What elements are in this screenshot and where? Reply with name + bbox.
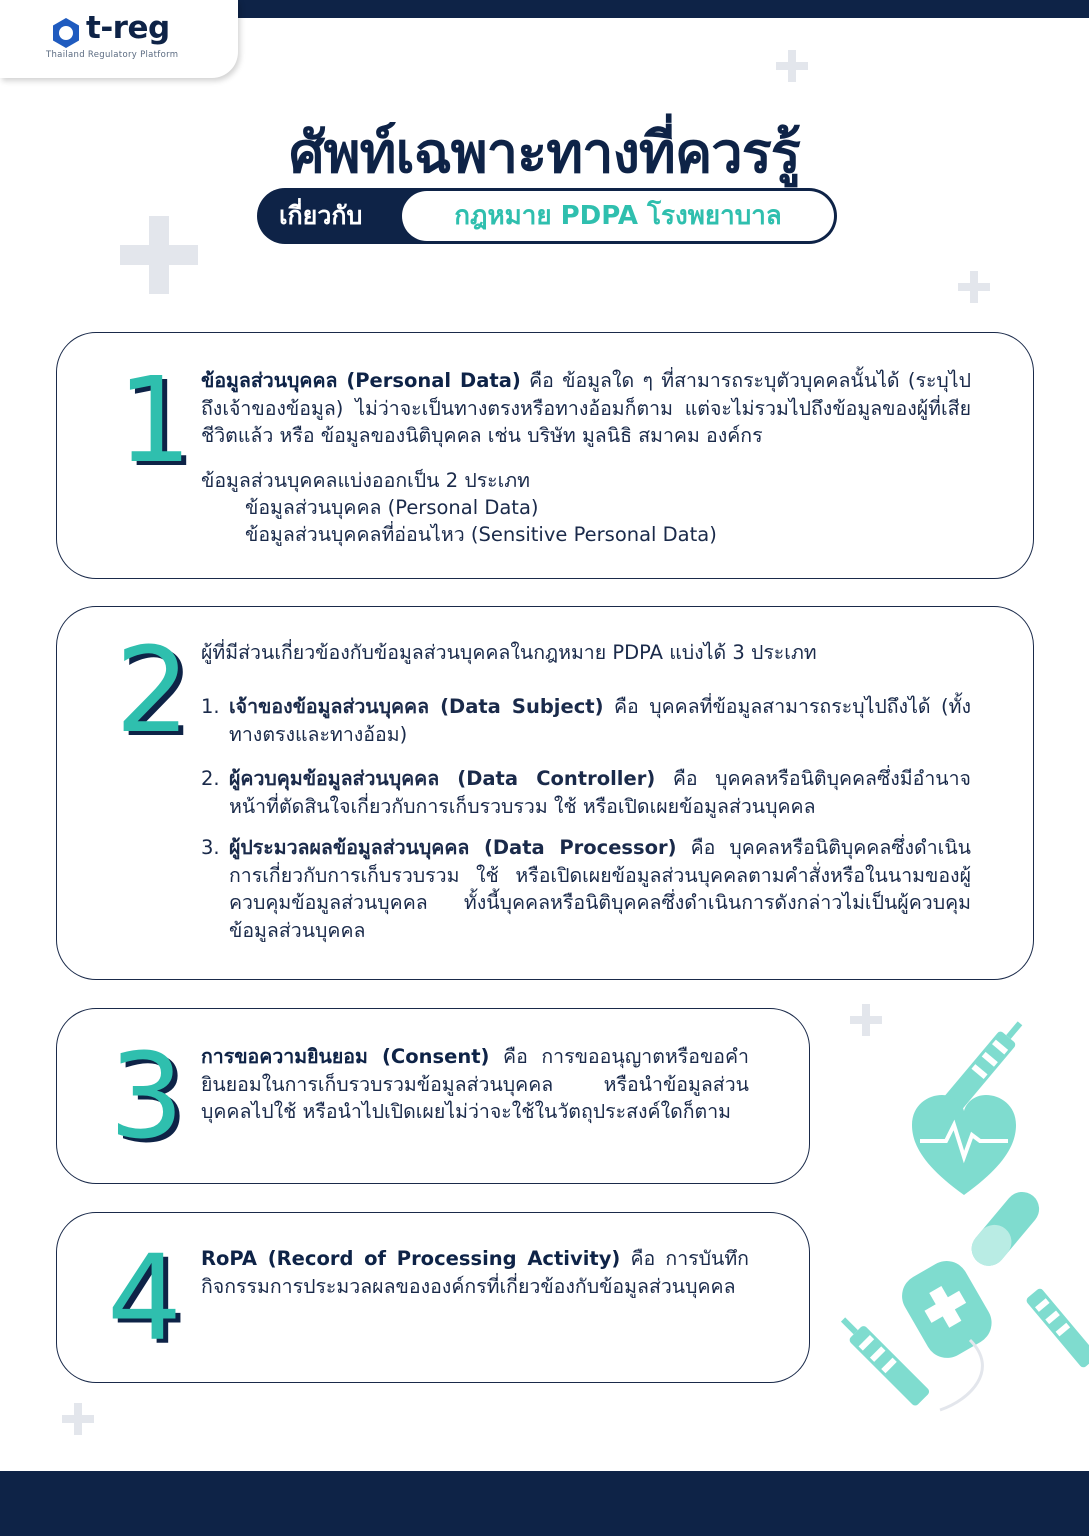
list-number: 1. (201, 695, 220, 718)
sub-heading: ข้อมูลส่วนบุคคลแบ่งออกเป็น 2 ประเภท (201, 469, 531, 492)
card-intro: ผู้ที่มีส่วนเกี่ยวข้องกับข้อมูลส่วนบุคคลในกฎหมาย PDPA แบ่งได้ 3 ประเภท (201, 641, 817, 664)
term-name: RoPA (Record of Processing Activity) (201, 1247, 621, 1270)
subtitle-pill (257, 188, 837, 244)
heart-icon (912, 1095, 1016, 1195)
term-name: เจ้าของข้อมูลส่วนบุคคล (Data Subject) (229, 695, 604, 718)
logo-tab (0, 0, 238, 78)
term-card-3 (56, 1008, 810, 1184)
pill-icon (975, 1233, 1001, 1259)
card-number: 2 (115, 621, 191, 759)
list-item (201, 834, 971, 944)
iv-bag-icon (894, 1253, 1000, 1366)
card-number: 4 (107, 1229, 183, 1367)
plus-decoration-icon (776, 50, 808, 82)
term-definition: คือ บุคคลหรือนิติบุคคลซึ่งมีอำนาจหน้าที่ตัดสินใจเกี่ยวกับการเก็บรวบรวม ใช้ หรือเปิดเผยข้อมูลส่วนบุคคล (229, 767, 971, 818)
term-definition: คือ การขออนุญาตหรือขอคำยินยอมในการเก็บรวบรวมข้อมูลส่วนบุคคล หรือนำข้อมูลส่วนบุคคลไปใช้ หรือนำไปเปิดเผยไม่ว่าจะใช้ในวัตถุประสงค์ใดก็ตาม (201, 1045, 749, 1123)
term-name: ผู้ประมวลผลข้อมูลส่วนบุคคล (Data Processor) (229, 836, 677, 859)
card-number: 1 (117, 351, 193, 489)
plus-decoration-icon (62, 1403, 94, 1435)
syringe-icon (1025, 1287, 1089, 1369)
list-number: 2. (201, 767, 220, 790)
brand-name: t-reg (86, 10, 170, 46)
page-title: ศัพท์เฉพาะทางที่ควรรู้ (289, 121, 800, 186)
subtitle-prefix: เกี่ยวกับ (279, 201, 363, 230)
medical-illustration (820, 1010, 1089, 1450)
plus-decoration-icon (120, 216, 198, 294)
card-number: 3 (109, 1027, 185, 1165)
brand-tagline: Thailand Regulatory Platform (46, 50, 179, 60)
term-card-1 (56, 332, 1034, 579)
sub-item: ข้อมูลส่วนบุคคล (Personal Data) (245, 496, 539, 519)
term-card-4 (56, 1212, 810, 1383)
list-item (201, 765, 971, 820)
capsule-icon (965, 1185, 1046, 1273)
list-number: 3. (201, 836, 220, 859)
term-name: ข้อมูลส่วนบุคคล (Personal Data) (201, 369, 521, 392)
card-definition (201, 367, 971, 450)
card-definition (201, 1245, 749, 1300)
plus-decoration-icon (958, 271, 990, 303)
term-definition: คือ การบันทึกกิจกรรมการประมวลผลขององค์กรที่เกี่ยวข้องกับข้อมูลส่วนบุคคล (201, 1247, 749, 1298)
term-card-2 (56, 606, 1034, 980)
list-item (201, 693, 972, 748)
term-definition: คือ บุคคลหรือนิติบุคคลซึ่งดำเนินการเกี่ยวกับการเก็บรวบรวม ใช้ หรือเปิดเผยข้อมูลส่วนบุคคลตามคำสั่งหรือในนามของผู้ควบคุมข้อมูลส่วนบุคคล ทั้งนี้บุคคลหรือนิติบุคคลซึ่งดำเนินการดังกล่าวไม่เป็นผู้ควบคุมข้อมูลส่วนบุคคล (229, 836, 971, 942)
subtitle-topic: กฎหมาย PDPA โรงพยาบาล (402, 191, 834, 241)
hexagon-logo-icon (50, 17, 82, 49)
card-definition (201, 1043, 749, 1126)
term-definition: คือ บุคคลที่ข้อมูลสามารถระบุไปถึงได้ (ทั้งทางตรงและทางอ้อม) (229, 695, 972, 746)
term-definition: คือ ข้อมูลใด ๆ ที่สามารถระบุตัวบุคคลนั้นได้ (ระบุไปถึงเจ้าของข้อมูล) ไม่ว่าจะเป็นทางตรงหรือทางอ้อมก็ตาม แต่จะไม่รวมไปถึงข้อมูลของผู้ที่เสียชีวิตแล้ว หรือ ข้อมูลของนิติบุคคล เช่น บริษัท มูลนิธิ สมาคม องค์กร (201, 369, 971, 447)
sub-item: ข้อมูลส่วนบุคคลที่อ่อนไหว (Sensitive Personal Data) (245, 523, 717, 546)
term-name: ผู้ควบคุมข้อมูลส่วนบุคคล (Data Controller) (229, 767, 656, 790)
footer-bar (0, 1471, 1089, 1536)
term-name: การขอความยินยอม (Consent) (201, 1045, 490, 1068)
